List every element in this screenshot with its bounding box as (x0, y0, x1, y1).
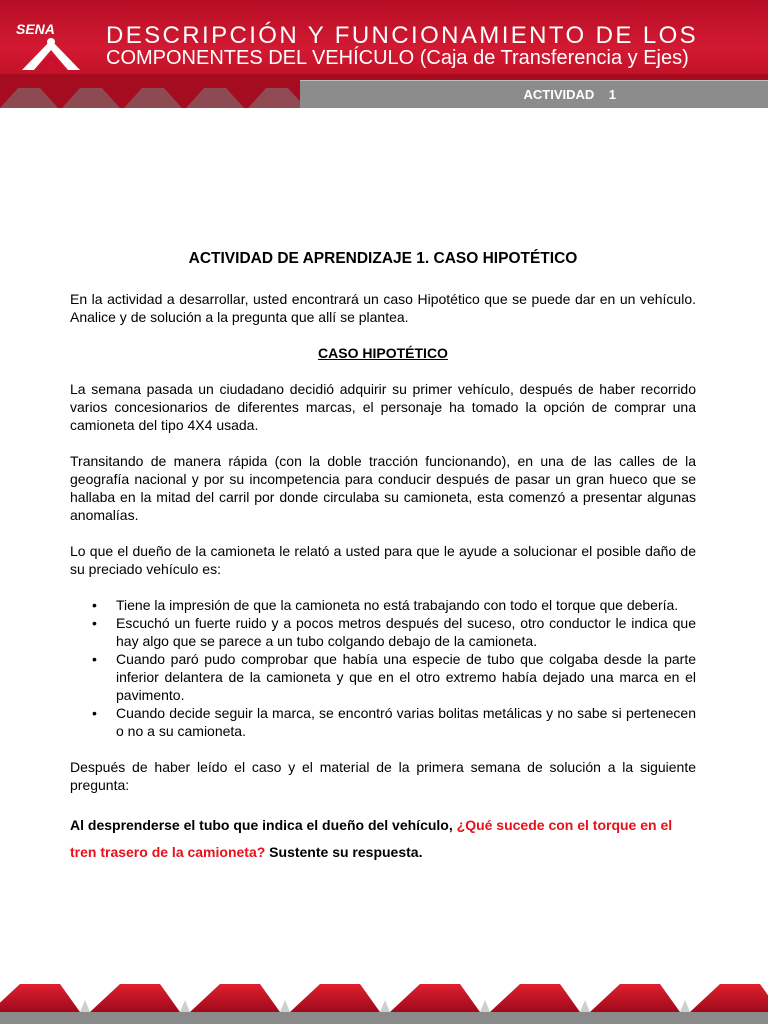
header-title-line1: DESCRIPCIÓN Y FUNCIONAMIENTO DE LOS (106, 22, 699, 49)
bullet-icon: • (92, 615, 97, 631)
question-part-3: Sustente su respuesta. (265, 844, 423, 860)
case-paragraph-3: Lo que el dueño de la camioneta le relató a usted para que le ayude a solucionar el posible daño de su preciado vehículo es: (70, 543, 696, 577)
symptom-list (70, 596, 696, 740)
activity-label: ACTIVIDAD 1 (523, 87, 616, 102)
bullet-icon: • (92, 705, 97, 721)
question-highlight: ¿Qué sucede con el torque en el tren trasero de la camioneta? (70, 817, 673, 860)
list-item (70, 704, 696, 740)
header-banner (0, 0, 768, 108)
bullet-icon: • (92, 651, 97, 667)
list-item-text: Tiene la impresión de que la camioneta no está trabajando con todo el torque que debería. (116, 597, 679, 613)
question-part-1: Al desprenderse el tubo que indica el dueño del vehículo, (70, 817, 457, 833)
instruction-paragraph: Después de haber leído el caso y el material de la primera semana de solución a la siguiente pregunta: (70, 759, 696, 793)
case-subheading: CASO HIPOTÉTICO (318, 345, 448, 361)
list-item (70, 614, 696, 650)
list-item-text: Cuando paró pudo comprobar que había una especie de tubo que colgaba desde la parte inferior delantera de la camioneta y que en el otro extremo había dejado una marca en el pavimento. (116, 651, 696, 703)
intro-paragraph: En la actividad a desarrollar, usted encontrará un caso Hipotético que se puede dar en un vehículo. Analice y de solución a la pregunta que allí se plantea. (70, 291, 696, 325)
activity-bar (300, 80, 768, 108)
case-paragraph-1: La semana pasada un ciudadano decidió adquirir su primer vehículo, después de haber recorrido varios concesionarios de diferentes marcas, el personaje ha tomado la opción de comprar una camioneta del tipo 4X4 usada. (70, 381, 696, 433)
list-item-text: Escuchó un fuerte ruido y a pocos metros después del suceso, otro conductor le indica que hay algo que se parece a un tubo colgando debajo de la camioneta. (116, 615, 696, 649)
case-paragraph-2: Transitando de manera rápida (con la doble tracción funcionando), en una de las calles de la geografía nacional y por su incompetencia para conducir después de pasar un gran hueco que se hallaba en la mitad del carril por donde circulaba su camioneta, esta comenzó a presentar algunas anomalías. (70, 453, 696, 523)
bullet-icon: • (92, 597, 97, 613)
sena-logo (14, 20, 88, 72)
sena-logo-text: SENA (16, 21, 55, 37)
footer-pattern (0, 960, 768, 1024)
document-body (70, 250, 696, 866)
list-item (70, 596, 696, 614)
list-item-text: Cuando decide seguir la marca, se encontró varias bolitas metálicas y no sabe si pertenecen o no a su camioneta. (116, 705, 696, 739)
header-title-line2: COMPONENTES DEL VEHÍCULO (Caja de Transferencia y Ejes) (106, 47, 689, 69)
question-text (70, 812, 696, 866)
list-item (70, 650, 696, 704)
document-heading: ACTIVIDAD DE APRENDIZAJE 1. CASO HIPOTÉTICO (188, 250, 578, 267)
